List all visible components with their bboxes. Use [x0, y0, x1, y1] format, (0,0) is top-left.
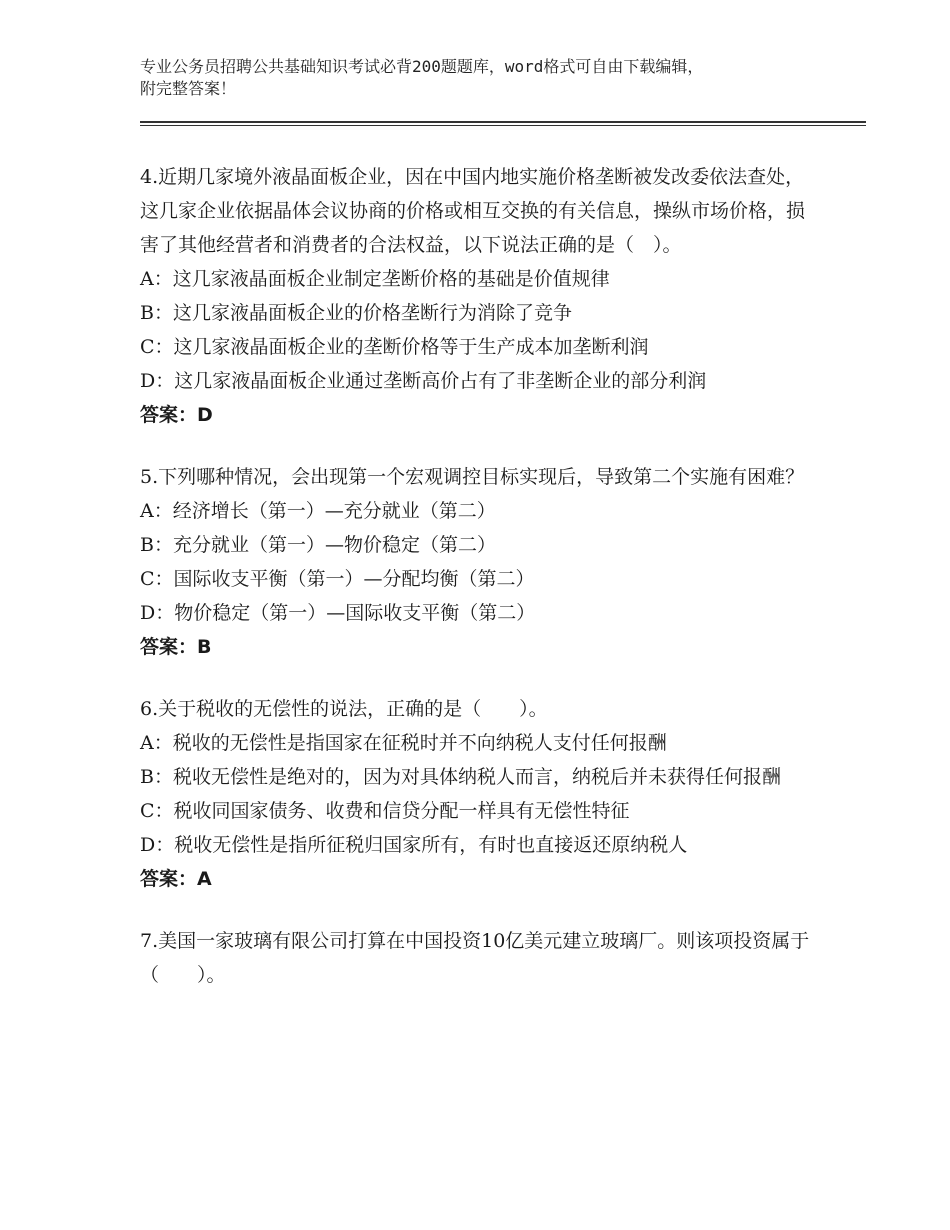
- answer-label: 答案：B: [140, 636, 212, 658]
- option-b: B：充分就业（第一）—物价稳定（第二）: [140, 534, 496, 556]
- option-c: C：国际收支平衡（第一）—分配均衡（第二）: [140, 568, 535, 590]
- header-divider-thick: [140, 121, 866, 123]
- option-d: D：税收无偿性是指所征税归国家所有，有时也直接返还原纳税人: [140, 834, 688, 856]
- question-7: [140, 924, 820, 992]
- option-a: A：经济增长（第一）—充分就业（第二）: [140, 500, 496, 522]
- option-a: A：税收的无偿性是指国家在征税时并不向纳税人支付任何报酬: [140, 732, 667, 754]
- question-text: 4.近期几家境外液晶面板企业，因在中国内地实施价格垄断被发改委依法查处，这几家企业依据晶体会议协商的价格或相互交换的有关信息，操纵市场价格，损害了其他经营者和消费者的合法权益，以下说法正确的是（ ）。: [140, 166, 806, 256]
- question-4: [140, 160, 820, 432]
- question-list: [140, 160, 820, 1020]
- option-b: B：税收无偿性是绝对的，因为对具体纳税人而言，纳税后并未获得任何报酬: [140, 766, 781, 788]
- option-a: A：这几家液晶面板企业制定垄断价格的基础是价值规律: [140, 268, 610, 290]
- option-d: D：这几家液晶面板企业通过垄断高价占有了非垄断企业的部分利润: [140, 370, 707, 392]
- question-text: 6.关于税收的无偿性的说法，正确的是（ ）。: [140, 698, 548, 720]
- answer-label: 答案：D: [140, 404, 213, 426]
- question-5: [140, 460, 820, 664]
- question-text: 5.下列哪种情况，会出现第一个宏观调控目标实现后，导致第二个实施有困难？: [140, 466, 805, 488]
- question-text: 7.美国一家玻璃有限公司打算在中国投资10亿美元建立玻璃厂。则该项投资属于（ ）。: [140, 930, 810, 986]
- option-b: B：这几家液晶面板企业的价格垄断行为消除了竞争: [140, 302, 572, 324]
- option-c: C：税收同国家债务、收费和信贷分配一样具有无偿性特征: [140, 800, 630, 822]
- header-divider-thin: [140, 125, 866, 126]
- option-d: D：物价稳定（第一）—国际收支平衡（第二）: [140, 602, 536, 624]
- header-line-1: 专业公务员招聘公共基础知识考试必背200题题库，word格式可自由下载编辑，: [140, 57, 704, 76]
- question-6: [140, 692, 820, 896]
- document-header: [140, 56, 820, 100]
- option-c: C：这几家液晶面板企业的垄断价格等于生产成本加垄断利润: [140, 336, 649, 358]
- header-line-2: 附完整答案！: [140, 79, 237, 98]
- answer-label: 答案：A: [140, 868, 212, 890]
